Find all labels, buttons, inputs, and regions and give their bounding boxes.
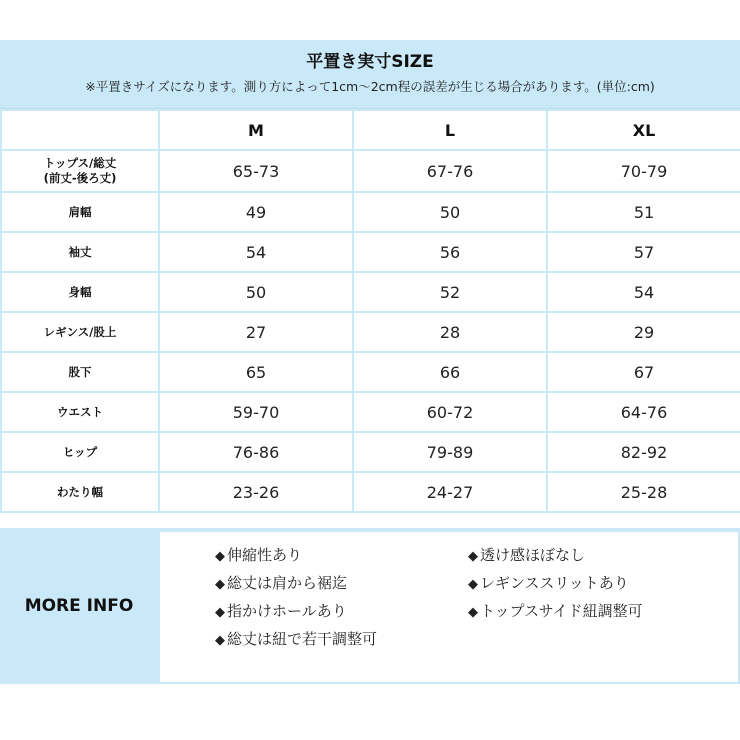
- row-label-main: 身幅: [68, 284, 92, 299]
- size-value-cell: 54: [159, 232, 353, 272]
- row-label: [1, 472, 159, 512]
- size-value-cell: 52: [353, 272, 547, 312]
- info-item: [215, 600, 347, 621]
- size-value-cell: 70-79: [547, 150, 740, 192]
- size-value-cell: 76-86: [159, 432, 353, 472]
- size-value-cell: 64-76: [547, 392, 740, 432]
- size-value-cell: 54: [547, 272, 740, 312]
- size-chart-title: 平置き実寸SIZE: [306, 52, 434, 72]
- row-label-main: レギンス/股上: [43, 324, 117, 339]
- table-row: [1, 472, 740, 512]
- more-info-label: MORE INFO: [24, 596, 134, 616]
- info-item: [468, 544, 585, 565]
- table-row: [1, 150, 740, 192]
- size-value-cell: 27: [159, 312, 353, 352]
- size-value-cell: 67-76: [353, 150, 547, 192]
- row-label-main: 袖丈: [68, 244, 92, 259]
- row-label: [1, 392, 159, 432]
- size-value-cell: 67: [547, 352, 740, 392]
- measurement-note: ※平置きサイズになります。測り方によって1cm〜2cm程の誤差が生じる場合があります。(単位:cm): [85, 79, 655, 94]
- size-value-cell: 57: [547, 232, 740, 272]
- info-item-text: トップスサイド紐調整可: [480, 602, 643, 620]
- column-header-m: M: [159, 110, 353, 150]
- size-value-cell: 60-72: [353, 392, 547, 432]
- row-label-main: わたり幅: [57, 484, 103, 499]
- table-row: [1, 272, 740, 312]
- diamond-bullet-icon: ◆: [215, 633, 225, 648]
- table-row: [1, 432, 740, 472]
- size-chart: [0, 40, 740, 513]
- diamond-bullet-icon: ◆: [468, 605, 478, 620]
- info-item: [215, 572, 347, 593]
- row-label-main: ウエスト: [57, 404, 103, 419]
- table-row: [1, 232, 740, 272]
- size-value-cell: 51: [547, 192, 740, 232]
- table-row: [1, 352, 740, 392]
- info-item-text: 指かけホールあり: [227, 602, 347, 620]
- diamond-bullet-icon: ◆: [215, 605, 225, 620]
- row-label-main: ヒップ: [62, 444, 98, 459]
- size-value-cell: 50: [159, 272, 353, 312]
- size-value-cell: 59-70: [159, 392, 353, 432]
- table-row: [1, 192, 740, 232]
- size-value-cell: 29: [547, 312, 740, 352]
- info-item: [215, 544, 302, 565]
- size-value-cell: 65-73: [159, 150, 353, 192]
- row-label-main: 肩幅: [68, 204, 92, 219]
- row-label: [1, 272, 159, 312]
- size-value-cell: 56: [353, 232, 547, 272]
- size-value-cell: 82-92: [547, 432, 740, 472]
- row-label-main: 股下: [68, 364, 92, 379]
- size-value-cell: 65: [159, 352, 353, 392]
- row-label: [1, 352, 159, 392]
- info-item-text: 透け感ほぼなし: [480, 546, 586, 564]
- size-table: [0, 109, 740, 513]
- row-label: [1, 150, 159, 192]
- row-label-main: トップス/総丈: [43, 156, 117, 170]
- diamond-bullet-icon: ◆: [468, 549, 478, 564]
- size-value-cell: 49: [159, 192, 353, 232]
- column-header-l: L: [353, 110, 547, 150]
- row-label: [1, 432, 159, 472]
- size-value-cell: 24-27: [353, 472, 547, 512]
- size-value-cell: 50: [353, 192, 547, 232]
- info-item-text: 総丈は紐で若干調整可: [227, 630, 378, 648]
- diamond-bullet-icon: ◆: [215, 577, 225, 592]
- info-item: [468, 572, 629, 593]
- row-label-sub: (前丈-後ろ丈): [43, 171, 117, 185]
- row-label: [1, 312, 159, 352]
- row-label: [1, 232, 159, 272]
- info-item-text: 総丈は肩から裾迄: [227, 574, 348, 592]
- info-item-text: 伸縮性あり: [227, 546, 303, 564]
- info-item-text: レギンススリットあり: [480, 574, 629, 592]
- table-row: [1, 312, 740, 352]
- size-chart-header: [0, 40, 740, 109]
- size-value-cell: 28: [353, 312, 547, 352]
- table-header-row: [1, 110, 740, 150]
- size-value-cell: 79-89: [353, 432, 547, 472]
- size-value-cell: 25-28: [547, 472, 740, 512]
- table-row: [1, 392, 740, 432]
- size-value-cell: 23-26: [159, 472, 353, 512]
- more-info-section: [0, 528, 740, 684]
- row-label: [1, 192, 159, 232]
- diamond-bullet-icon: ◆: [468, 577, 478, 592]
- corner-cell: [1, 110, 159, 150]
- column-header-xl: XL: [547, 110, 740, 150]
- size-value-cell: 66: [353, 352, 547, 392]
- info-item: [215, 628, 377, 649]
- diamond-bullet-icon: ◆: [215, 549, 225, 564]
- more-info-box: [160, 532, 738, 682]
- info-item: [468, 600, 643, 621]
